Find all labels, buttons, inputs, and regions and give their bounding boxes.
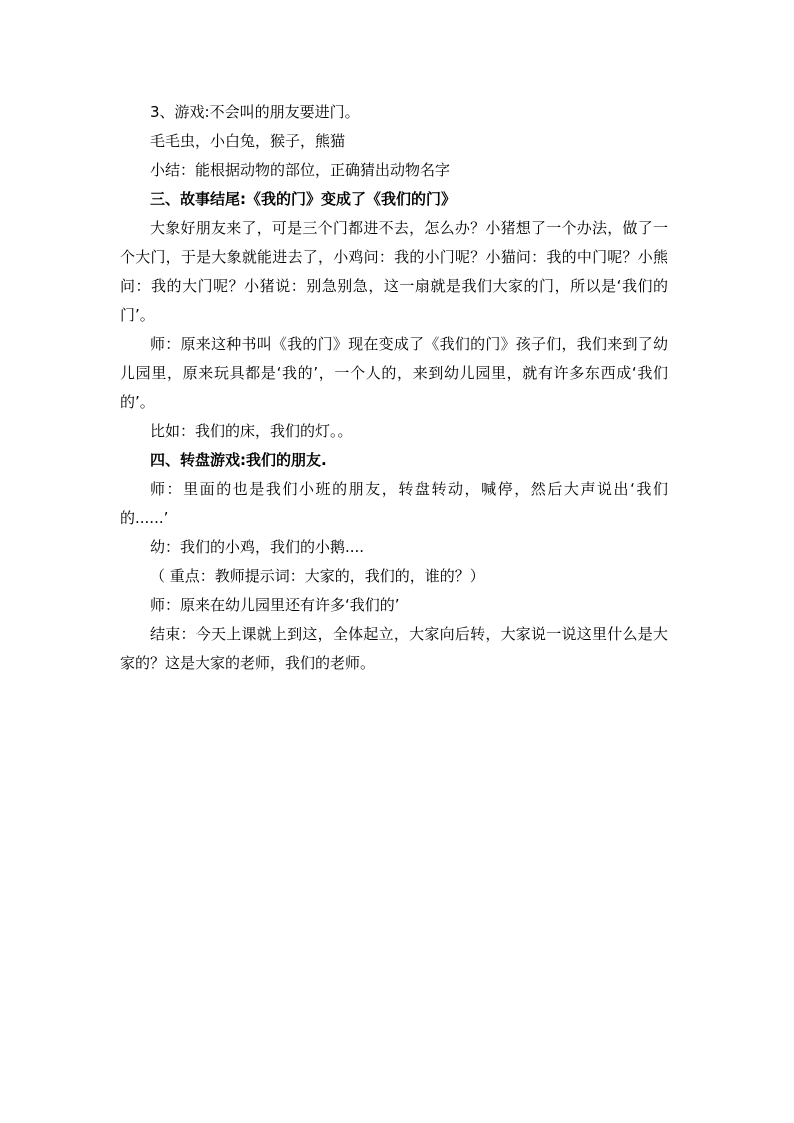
animal-list: 毛毛虫，小白兔，猴子，熊猫 — [150, 132, 346, 150]
wheel-instruction-paragraph: 师：里面的也是我们小班的朋友，转盘转动，喊停，然后大声说出‘我们的......’ — [120, 480, 668, 527]
section-heading-wheel-game: 四、转盘游戏:我们的朋友. — [150, 451, 327, 469]
game-heading: 3、游戏:不会叫的朋友要进门。 — [150, 103, 360, 121]
document-page — [120, 98, 668, 678]
child-response-paragraph: 幼：我们的小鸡，我们的小鹅.... — [150, 538, 365, 556]
example-paragraph: 比如：我们的床，我们的灯。。 — [150, 422, 353, 440]
teacher-paragraph: 师：原来这种书叫《我的门》现在变成了《我们的门》孩子们，我们来到了幼儿园里，原来玩具都是‘我的’，一个人的，来到幼儿园里，就有许多东西成‘我们的’。 — [120, 335, 668, 411]
teacher-conclusion-paragraph: 师：原来在幼儿园里还有许多‘我们的’ — [150, 596, 400, 614]
key-point-paragraph: （ 重点：教师提示词：大家的，我们的，谁的？） — [150, 567, 485, 585]
section-heading-ending: 三、故事结尾:《我的门》变成了《我们的门》 — [150, 190, 457, 208]
closing-paragraph: 结束：今天上课就上到这，全体起立，大家向后转，大家说一说这里什么是大家的？这是大家的老师，我们的老师。 — [120, 625, 668, 672]
story-paragraph: 大象好朋友来了，可是三个门都进不去，怎么办？小猪想了一个办法，做了一个大门，于是大象就能进去了，小鸡问：我的小门呢？小猫问：我的中门呢？小熊问：我的大门呢？小猪说：别急别急，这一扇就是我们大家的门，所以是‘我们的门’。 — [120, 219, 668, 324]
summary-paragraph: 小结：能根据动物的部位，正确猜出动物名字 — [150, 161, 451, 179]
